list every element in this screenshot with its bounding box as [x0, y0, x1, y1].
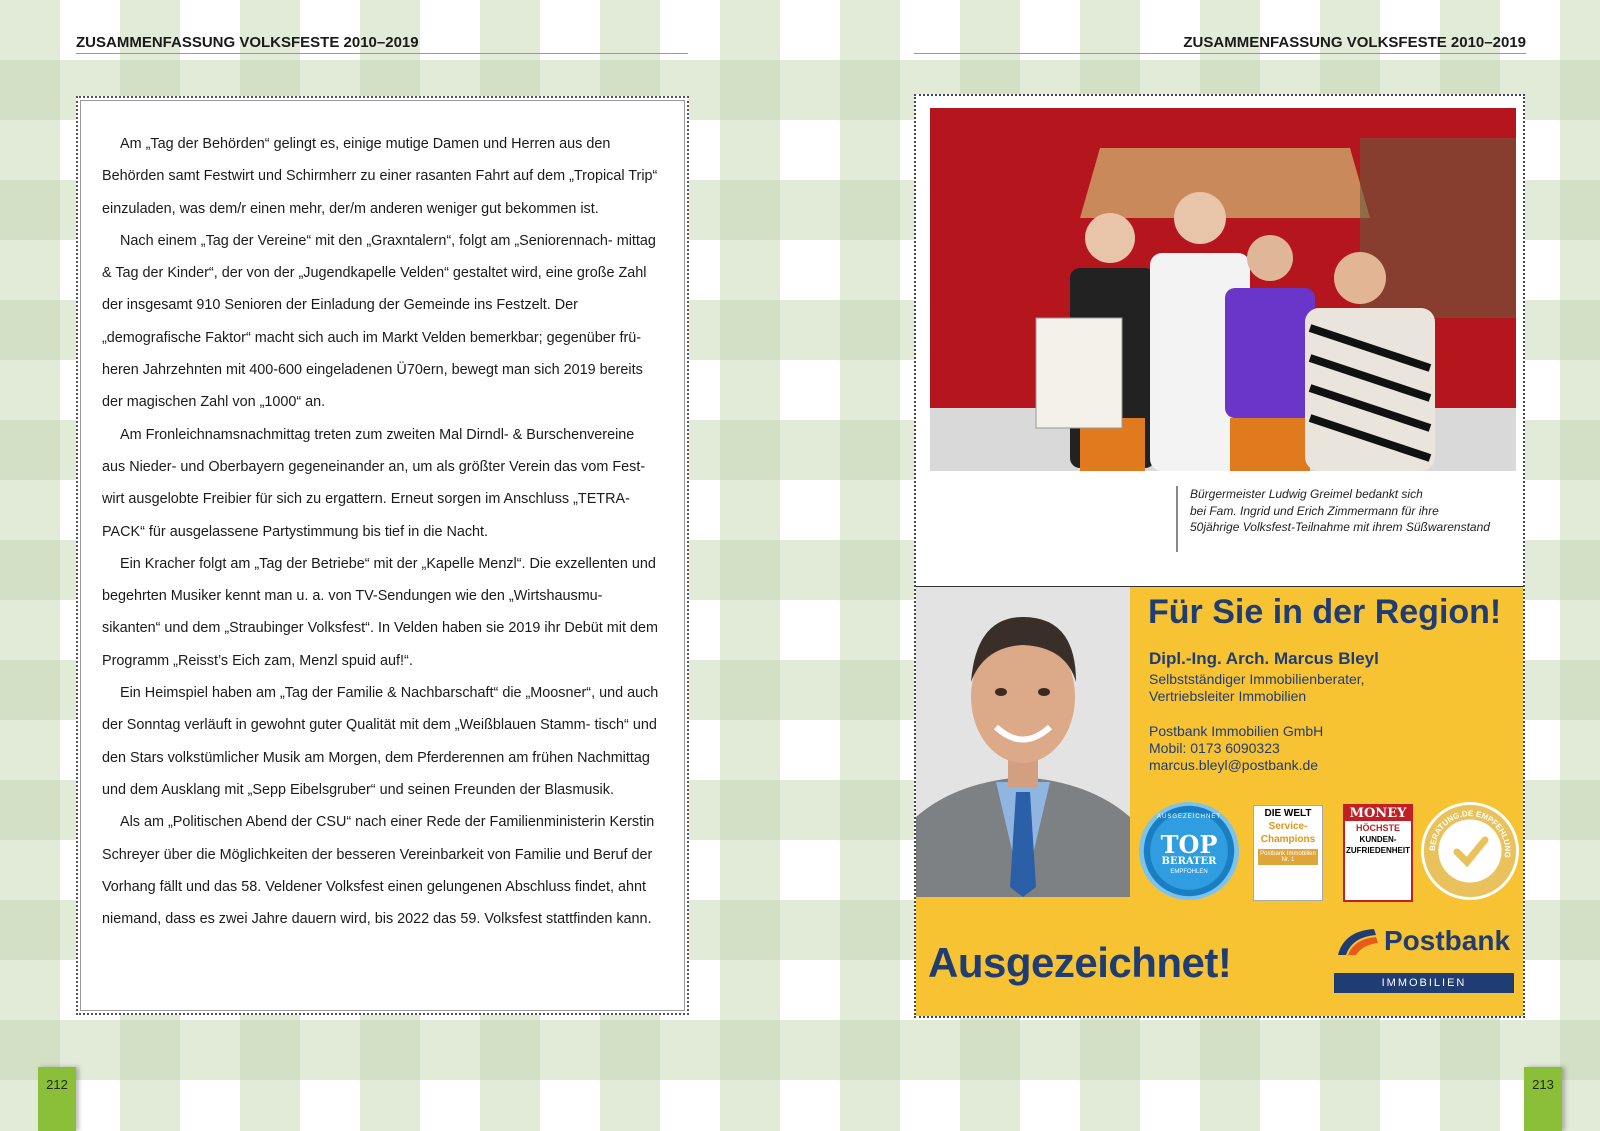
advisor-mobile[interactable]: Mobil: 0173 6090323 [1149, 740, 1280, 756]
ad-headline: Für Sie in der Region! [1148, 593, 1502, 631]
advisor-name: Dipl.-Ing. Arch. Marcus Bleyl [1149, 649, 1379, 668]
right-page-panel [914, 94, 1525, 1018]
badge-line: ZUFRIEDENHEIT [1346, 846, 1410, 855]
badge-line: HÖCHSTE [1355, 823, 1400, 833]
running-header-right: ZUSAMMENFASSUNG VOLKSFESTE 2010–2019 [914, 34, 1526, 54]
check-icon [1457, 840, 1485, 862]
advisor-role: Selbstständiger Immobilienberater, [1149, 671, 1365, 687]
top-berater-badge [1139, 802, 1239, 900]
postbank-advertisement [916, 586, 1523, 1016]
badge-brand: DIE WELT [1264, 808, 1312, 819]
advisor-role: Vertriebsleiter Immobilien [1149, 688, 1307, 704]
welt-service-champions-badge [1253, 805, 1323, 901]
certificate [1036, 318, 1122, 428]
caption-line: 50jährige Volksfest-Teilnahme mit ihrem Süßwarenstand [1190, 520, 1490, 534]
badge-ring-text: BERATUNG.DE EMPFEHLUNG [1427, 808, 1513, 859]
article-paragraph: Nach einem „Tag der Vereine“ mit den „Graxntalern“, folgt am „Seniorennach- mittag & Tag der Kinder“, der von der „Jugendkapelle Velden“ gestaltet wird, eine große Zahl der insgesamt 910 Senioren der Einladung der Gemeinde ins Festzelt. Der „demografische Faktor“ macht sich auch im Markt Velden bemerkbar; gegenüber frü- heren Jahrzehnten mit 400-600 eingeladenen Ü70ern, bewegt man sich 2019 bereits der magischen Zahl von „1000“ an. [102, 232, 656, 411]
beratung-badge-graphic [1421, 802, 1519, 900]
beratung-de-badge [1421, 802, 1519, 900]
caption-line: Bürgermeister Ludwig Greimel bedankt sich [1190, 487, 1423, 501]
badge-band: Postbank Immobilien Nr. 1 [1258, 849, 1318, 865]
article-paragraph: Am Fronleichnamsnachmittag treten zum zweiten Mal Dirndl- & Burschenvereine aus Nieder- und Oberbayern gegeneinander an, um als größter Verein das vom Fest- wirt ausgelobte Freibier für sich zu ergattern. Erneut sorgen im Anschluss „TETRA- PACK“ für ausgelassene Partystimmung bis tief in die Nacht. [102, 426, 646, 540]
page-number-right: 213 [1524, 1067, 1562, 1131]
postbank-brand-sub: IMMOBILIEN [1334, 973, 1514, 993]
page-number-left: 212 [38, 1067, 76, 1131]
postbank-brand: Postbank [1384, 925, 1511, 956]
badge-title: Champions [1260, 834, 1316, 845]
photo-illustration [930, 108, 1516, 471]
badge-big-text: TOP [1160, 830, 1218, 859]
photo-caption [1176, 486, 1516, 552]
advisor-email[interactable]: marcus.bleyl@postbank.de [1149, 757, 1319, 773]
badge-foot-text: EMPFOHLEN [1170, 869, 1208, 875]
portrait-illustration [916, 587, 1130, 897]
caption-line: bei Fam. Ingrid und Erich Zimmermann für ihre [1190, 503, 1439, 518]
badge-ring-text: AUSGEZEICHNET [1156, 814, 1221, 820]
article-text-box [76, 96, 689, 1015]
group-photo [930, 108, 1516, 471]
running-header-left: ZUSAMMENFASSUNG VOLKSFESTE 2010–2019 [76, 34, 688, 54]
postbank-logo-icon [1334, 925, 1380, 959]
article-paragraph: Ein Kracher folgt am „Tag der Betriebe“ mit der „Kapelle Menzl“. Die exzellenten und begehrten Musiker kennt man u. a. von TV-Sendungen wie den „Wirtshausmu- sikanten“ und dem „Straubinger Volksfest“. In Velden haben sie 2019 ihr Debüt mit dem Programm „Reisst’s Eich zam, Menzl spuid auf!“. [102, 555, 658, 669]
badge-sub-text: BERATER [1161, 856, 1217, 867]
badge-brand: MONEY [1345, 806, 1411, 821]
money-badge [1343, 804, 1413, 902]
copper-hood [1080, 148, 1370, 218]
advisor-company: Postbank Immobilien GmbH [1149, 723, 1324, 739]
advisor-portrait [916, 587, 1130, 897]
award-slogan: Ausgezeichnet! [928, 939, 1232, 986]
badge-title: Service- [1268, 821, 1308, 832]
article-paragraph: Als am „Politischen Abend der CSU“ nach einer Rede der Familienministerin Kerstin Schreyer über die Möglichkeiten der besseren Vereinbarkeit von Familie und Beruf der Vorhang fällt und das 58. Veldener Volksfest einen gelungenen Abschluss findet, ahnt niemand, dass es zwei Jahre dauern wird, bis 2022 das 59. Volksfest stattfinden kann. [102, 814, 655, 928]
article-paragraph: Ein Heimspiel haben am „Tag der Familie & Nachbarschaft“ die „Moosner“, und auch der Sonntag verläuft in gewohnt guter Qualität mit dem „Weißblauen Stamm- tisch“ und den Stars volkstümlicher Musik am Morgen, dem Pferderennen am frühen Nachmittag und dem Ausklang mit „Sepp Eibelsgruber“ und seinen Freunden der Blasmusik. [102, 685, 659, 798]
badge-line: KUNDEN- [1359, 835, 1397, 844]
article-paragraph: Am „Tag der Behörden“ gelingt es, einige mutige Damen und Herren aus den Behörden samt Festwirt und Schirmherr zu einer rasanten Fahrt auf dem „Tropical Trip“ einzuladen, was dem/r einen mehr, der/m anderen weniger gut bekommen ist. [102, 136, 658, 217]
